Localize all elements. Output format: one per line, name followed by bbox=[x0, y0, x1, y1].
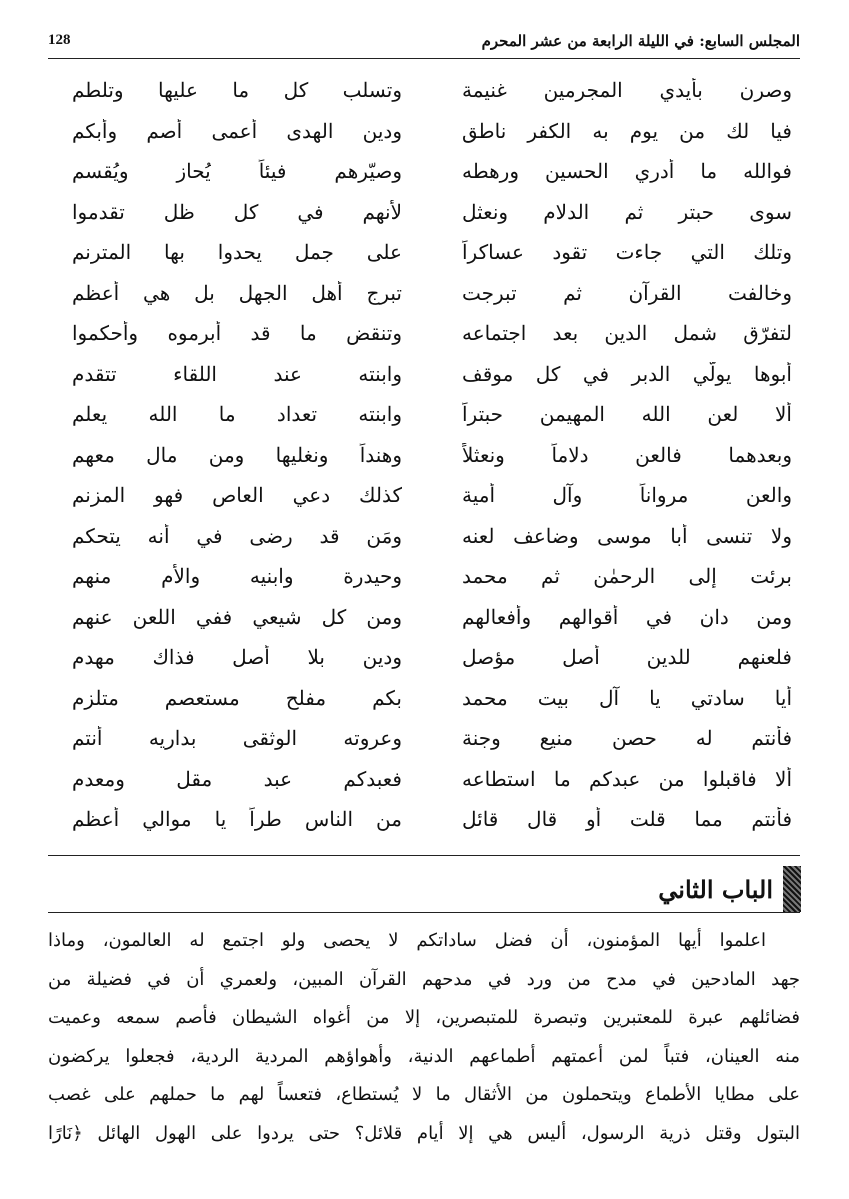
poem-verse bbox=[52, 597, 792, 638]
verse-second-hemistich: وابنته عند اللقاء تتقدم bbox=[72, 361, 402, 386]
verse-second-hemistich: وتسلب كل ما عليها وتلطم bbox=[72, 78, 402, 103]
verse-second-hemistich: ومن كل شيعي ففي اللعن عنهم bbox=[72, 604, 402, 629]
verse-first-hemistich: فأنتم مما قلت أو قال قائل bbox=[462, 807, 792, 832]
verse-second-hemistich: تبرج أهل الجهل بل هي أعظم bbox=[72, 280, 402, 305]
poem-verse bbox=[52, 516, 792, 557]
verse-first-hemistich: أيا سادتي يا آل بيت محمد bbox=[462, 685, 792, 710]
verse-first-hemistich: وخالفت القرآن ثم تبرجت bbox=[462, 280, 792, 305]
verse-first-hemistich: ولا تنسى أبا موسى وضاعف لعنه bbox=[462, 523, 792, 548]
verse-second-hemistich: من الناس طراً يا موالي أعظم bbox=[72, 807, 402, 832]
chapter-marker-bar bbox=[783, 866, 801, 912]
verse-second-hemistich: وعروته الوثقى بداريه أنتم bbox=[72, 726, 402, 751]
poem-verse bbox=[52, 111, 792, 152]
verse-second-hemistich: ومَن قد رضى في أنه يتحكم bbox=[72, 523, 402, 548]
poem-verse bbox=[52, 799, 792, 840]
verse-second-hemistich: ودين بلا أصل فذاك مهدم bbox=[72, 645, 402, 670]
chapter-rule bbox=[48, 912, 800, 913]
poem-verse bbox=[52, 70, 792, 111]
poem-verse bbox=[52, 475, 792, 516]
verse-first-hemistich: وصرن بأيدي المجرمين غنيمة bbox=[462, 78, 792, 103]
verse-second-hemistich: فعبدكم عبد مقل ومعدم bbox=[72, 766, 402, 791]
verse-first-hemistich: ومن دان في أقوالهم وأفعالهم bbox=[462, 604, 792, 629]
verse-first-hemistich: فيا لك من يوم به الكفر ناطق bbox=[462, 118, 792, 143]
verse-second-hemistich: بكم مفلح مستعصم متلزم bbox=[72, 685, 402, 710]
verse-second-hemistich: لأنهم في كل ظل تقدموا bbox=[72, 199, 402, 224]
verse-first-hemistich: أبوها يولّي الدبر في كل موقف bbox=[462, 361, 792, 386]
poem-verse bbox=[52, 192, 792, 233]
poem-verse bbox=[52, 718, 792, 759]
verse-first-hemistich: لتفرّق شمل الدين بعد اجتماعه bbox=[462, 321, 792, 346]
poem-verse bbox=[52, 435, 792, 476]
verse-first-hemistich: وتلك التي جاءت تقود عساكراً bbox=[462, 240, 792, 265]
verse-second-hemistich: على جمل يحدوا بها المترنم bbox=[72, 240, 402, 265]
poem-verse bbox=[52, 354, 792, 395]
verse-second-hemistich: وابنته تعداد ما الله يعلم bbox=[72, 402, 402, 427]
verse-first-hemistich: فوالله ما أدري الحسين ورهطه bbox=[462, 159, 792, 184]
prose-line: اعلموا أيها المؤمنون، أن فضل ساداتكم لا يحصى ولو اجتمع له العالمون، وماذا bbox=[48, 930, 766, 951]
verse-first-hemistich: ألا فاقبلوا من عبدكم ما استطاعه bbox=[462, 766, 792, 791]
poem-verse bbox=[52, 151, 792, 192]
verse-second-hemistich: كذلك دعي العاص فهو المزنم bbox=[72, 483, 402, 508]
poem-divider bbox=[48, 855, 800, 856]
prose-block bbox=[48, 922, 800, 1153]
verse-first-hemistich: برئت إلى الرحمٰن ثم محمد bbox=[462, 564, 792, 589]
verse-first-hemistich: فأنتم له حصن منيع وجنة bbox=[462, 726, 792, 751]
poem-verse bbox=[52, 556, 792, 597]
poem-verse bbox=[52, 678, 792, 719]
poem-block bbox=[52, 70, 792, 840]
verse-first-hemistich: سوى حبتر ثم الدلام ونعثل bbox=[462, 199, 792, 224]
poem-verse bbox=[52, 273, 792, 314]
prose-line: منه العينان، فتباً لمن أعمتهم أطماعهم الدنية، وأهواؤهم المردية الردية، فجعلوا يركضون bbox=[48, 1045, 800, 1067]
page-number: 128 bbox=[48, 32, 71, 48]
verse-second-hemistich: وتنقض ما قد أبرموه وأحكموا bbox=[72, 321, 402, 346]
verse-second-hemistich: وصيّرهم فيئاً يُحاز ويُقسم bbox=[72, 159, 402, 184]
prose-line: البتول وقتل ذرية الرسول، أليس هي إلا أيام قلائل؟ حتى يردوا على الهول الهائل ﴿نَارًا bbox=[48, 1122, 800, 1144]
chapter-title: الباب الثاني bbox=[658, 874, 773, 904]
page-header bbox=[48, 28, 800, 59]
verse-first-hemistich: وبعدهما فالعن دلاماً ونعثلاً bbox=[462, 442, 792, 467]
verse-second-hemistich: ودين الهدى أعمى أصم وأبكم bbox=[72, 118, 402, 143]
verse-first-hemistich: والعن مرواناً وآل أمية bbox=[462, 483, 792, 508]
prose-line: فضائلهم عبرة للمعتبرين وتبصرة للمتبصرين، إلا من أغواه الشيطان فأصم سمعه وعميت bbox=[48, 1007, 800, 1028]
verse-first-hemistich: ألا لعن الله المهيمن حبتراً bbox=[462, 402, 792, 427]
verse-second-hemistich: وحيدرة وابنيه والأم منهم bbox=[72, 564, 402, 589]
chapter-heading bbox=[658, 866, 801, 912]
poem-verse bbox=[52, 759, 792, 800]
running-title: المجلس السابع: في الليلة الرابعة من عشر المحرم bbox=[481, 32, 800, 50]
poem-verse bbox=[52, 394, 792, 435]
verse-first-hemistich: فلعنهم للدين أصل مؤصل bbox=[462, 645, 792, 670]
prose-line: جهد المادحين في مدح من ورد في مدحهم القرآن المبين، ولعمري أن في فضيلة من bbox=[48, 968, 800, 990]
poem-verse bbox=[52, 637, 792, 678]
verse-second-hemistich: وهنداً ونغليها ومن مال معهم bbox=[72, 442, 402, 467]
prose-line: على مطايا الأطماع ويتحملون من الأثقال ما لا يُستطاع، فتعساً لهم ما حملهم على غصب bbox=[48, 1084, 800, 1105]
poem-verse bbox=[52, 232, 792, 273]
poem-verse bbox=[52, 313, 792, 354]
